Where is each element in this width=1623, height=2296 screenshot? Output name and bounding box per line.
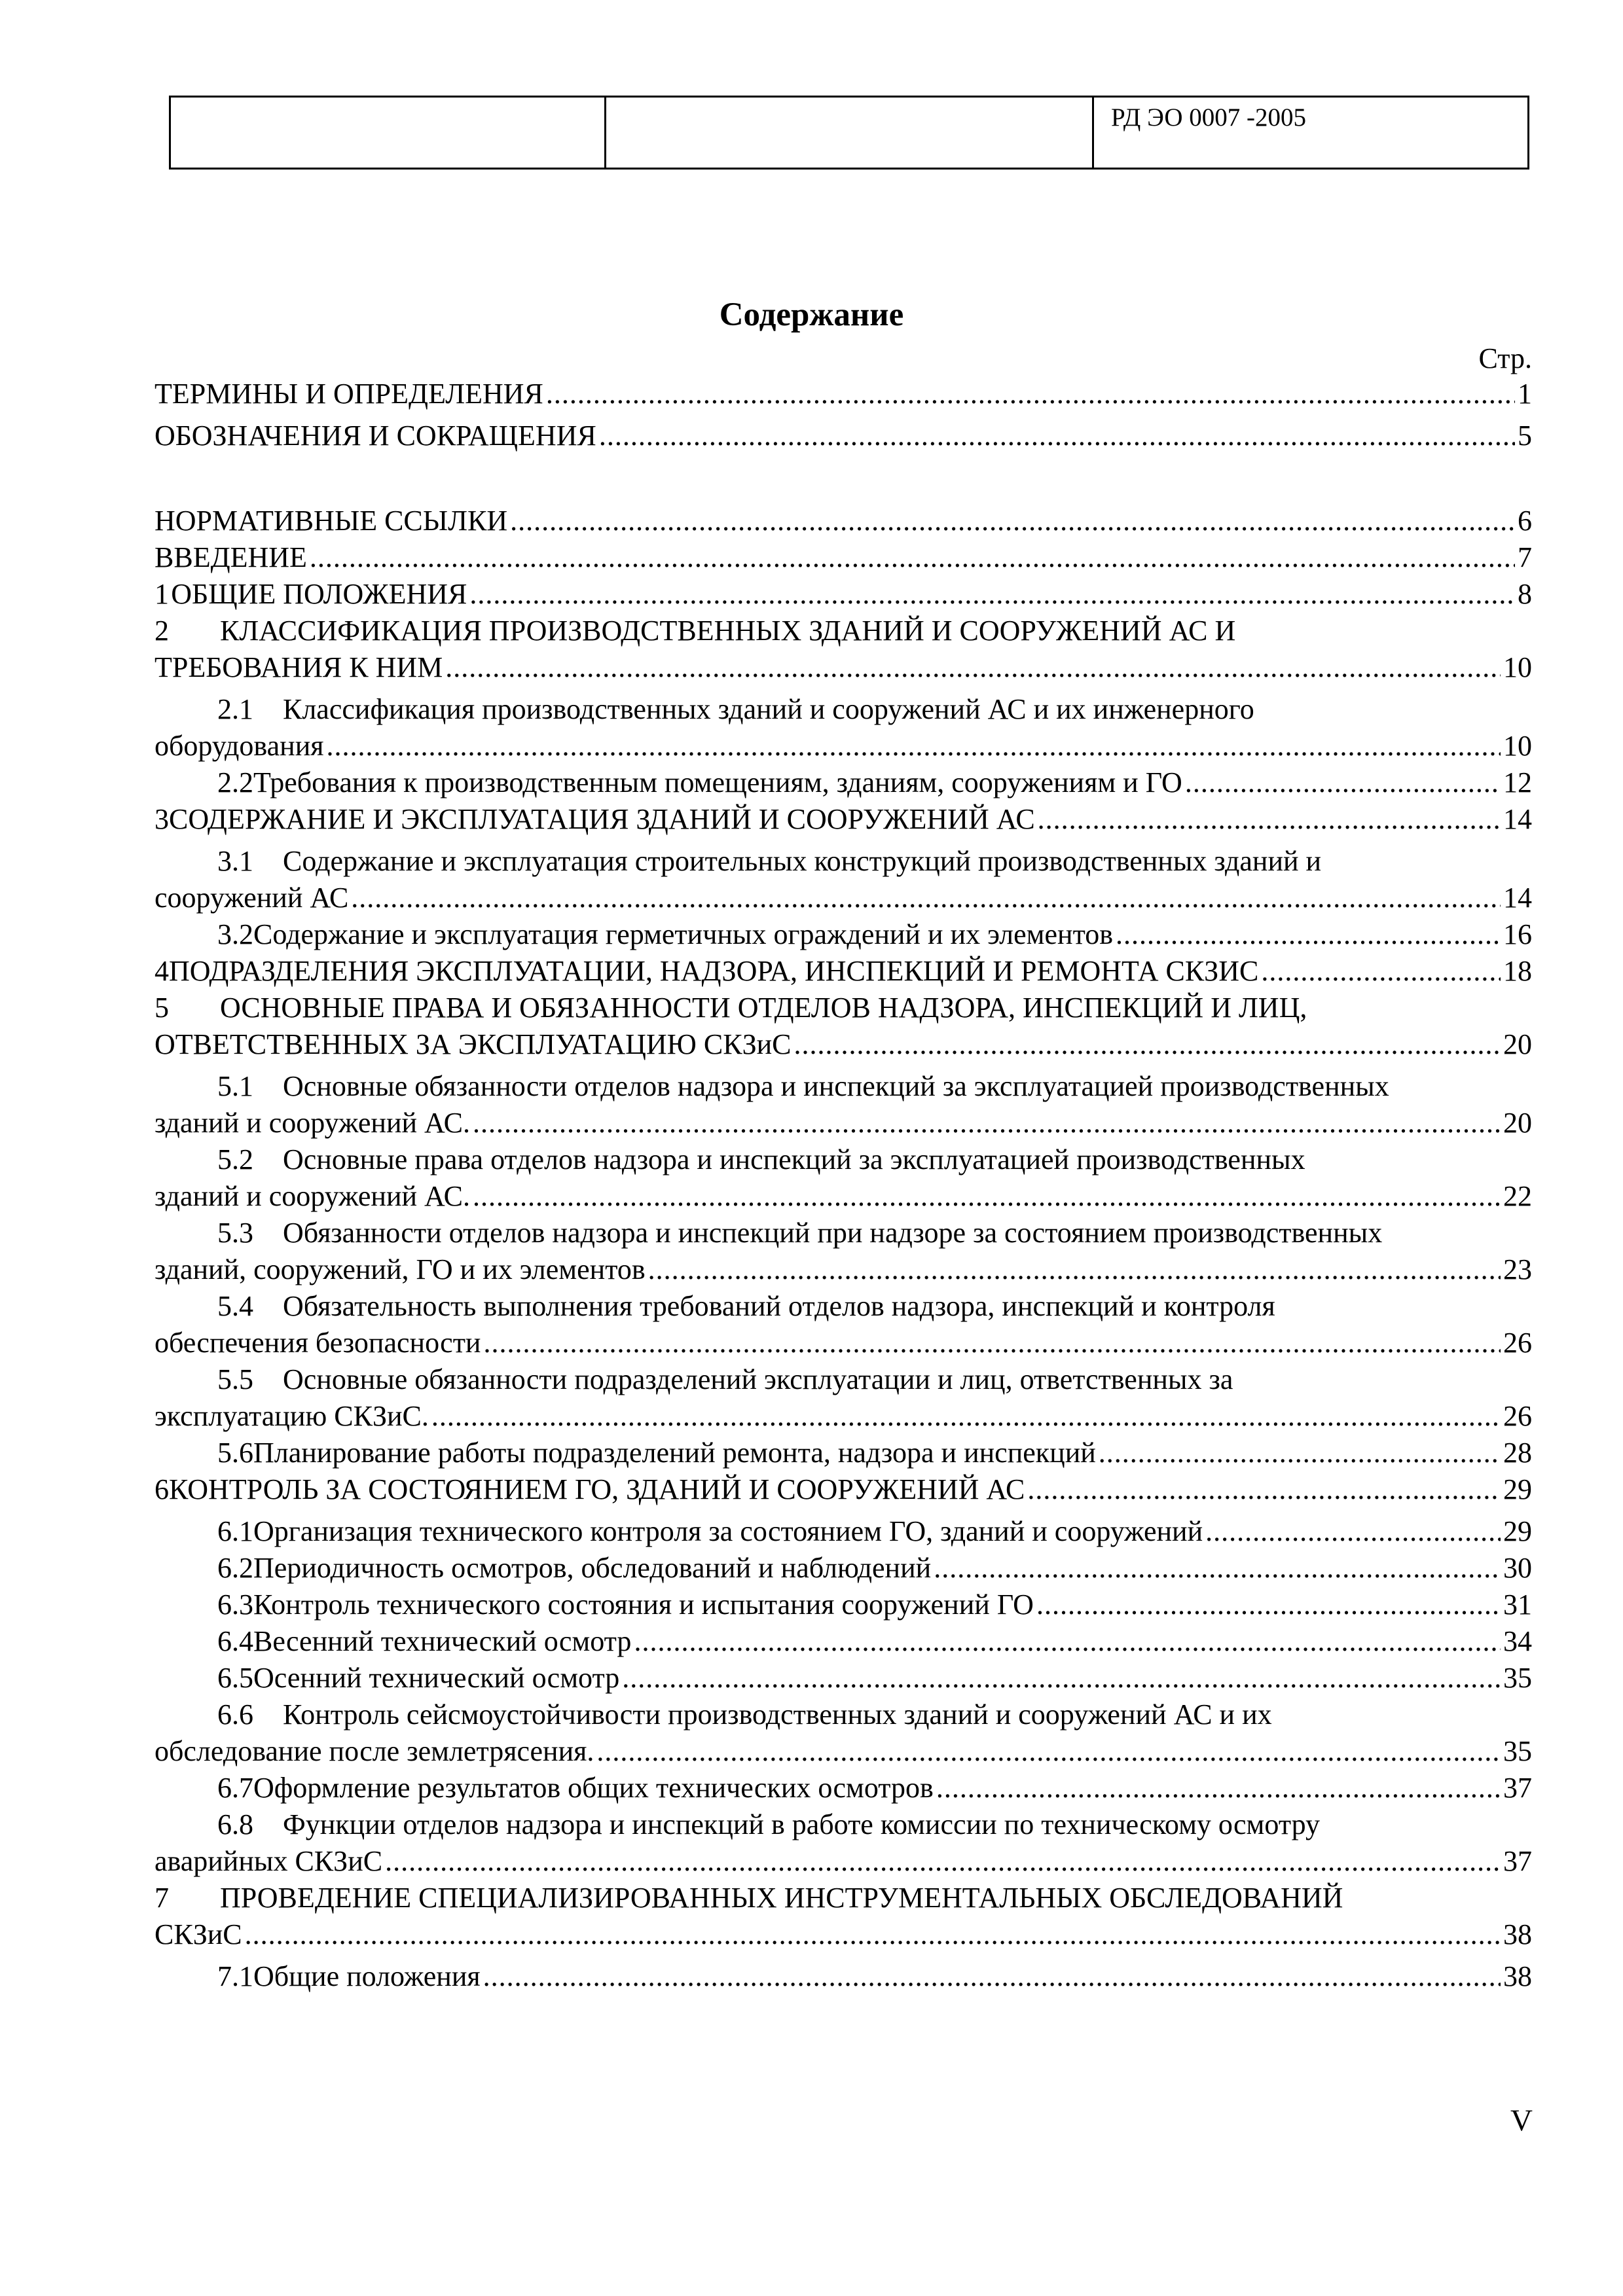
dot-leader [431, 1398, 1501, 1435]
section-number: 6.7 [217, 1772, 253, 1804]
header-cell-empty-2 [606, 97, 1093, 169]
toc-entry-title: Содержание и эксплуатация строительных конструкций производственных зданий и [283, 845, 1322, 877]
toc-entry-page: 8 [1518, 578, 1532, 610]
toc-entry-page: 14 [1503, 803, 1532, 835]
toc-entry-page: 37 [1503, 1772, 1532, 1804]
toc-entry[interactable] [155, 1660, 1532, 1696]
dot-leader [794, 1026, 1501, 1063]
toc-entry-page: 26 [1503, 1327, 1532, 1359]
toc-entry-page: 7 [1518, 541, 1532, 573]
section-number: 6 [155, 1473, 169, 1505]
toc-entry-title: Основные права отделов надзора и инспекций за эксплуатацией производственных [283, 1143, 1305, 1175]
toc-entry[interactable] [155, 990, 1532, 1063]
toc-entry-title-cont: обследование после землетрясения. [155, 1735, 594, 1767]
toc-entry[interactable] [155, 1696, 1532, 1770]
toc-entry[interactable] [155, 418, 1532, 454]
toc-entry-title: Весенний технический осмотр [253, 1625, 632, 1657]
toc-entry-page: 38 [1503, 1960, 1532, 1992]
dot-leader [385, 1843, 1501, 1880]
dot-leader [596, 1733, 1501, 1770]
toc-entry-title: ТЕРМИНЫ И ОПРЕДЕЛЕНИЯ [155, 378, 543, 410]
toc-entry-page: 16 [1503, 918, 1532, 950]
section-number: 6.6 [217, 1698, 253, 1731]
toc-entry[interactable] [155, 539, 1532, 576]
toc-entry[interactable] [155, 1806, 1532, 1880]
toc-entry-title: ОБОЗНАЧЕНИЯ И СОКРАЩЕНИЯ [155, 420, 596, 452]
dot-leader [1185, 764, 1501, 801]
toc-entry[interactable] [155, 1471, 1532, 1508]
dot-leader [473, 1105, 1501, 1141]
toc-entry[interactable] [155, 764, 1532, 801]
toc-entry-title: Обязанности отделов надзора и инспекций при надзоре за состоянием производственных [283, 1217, 1383, 1249]
section-number: 6.2 [217, 1552, 253, 1584]
toc-entry-title: Оформление результатов общих технических осмотров [253, 1772, 934, 1804]
toc-entry-page: 23 [1503, 1253, 1532, 1285]
toc-entry-title-cont: зданий и сооружений АС. [155, 1107, 470, 1139]
toc-entry-title: ОБЩИЕ ПОЛОЖЕНИЯ [171, 578, 467, 610]
section-number: 6.4 [217, 1625, 253, 1657]
toc-entry-title: КОНТРОЛЬ ЗА СОСТОЯНИЕМ ГО, ЗДАНИЙ И СООРУЖЕНИЙ АС [169, 1473, 1025, 1505]
toc-entry[interactable] [155, 801, 1532, 838]
dot-leader [483, 1325, 1501, 1361]
section-number: 3.2 [217, 918, 253, 950]
toc-entry-page: 34 [1503, 1625, 1532, 1657]
toc-entry-page: 37 [1503, 1845, 1532, 1877]
toc-entry-page: 5 [1518, 420, 1532, 452]
dot-leader [473, 1178, 1501, 1215]
dot-leader [469, 576, 1515, 613]
dot-leader [483, 1958, 1501, 1995]
page-title: Содержание [719, 296, 904, 333]
toc-entry[interactable] [155, 503, 1532, 539]
dot-leader [245, 1916, 1501, 1953]
section-number: 5.5 [217, 1363, 253, 1395]
toc-entry[interactable] [155, 376, 1532, 412]
toc-entry-title: Общие положения [253, 1960, 481, 1992]
toc-entry-title: ОСНОВНЫЕ ПРАВА И ОБЯЗАННОСТИ ОТДЕЛОВ НАДЗОРА, ИНСПЕКЦИЙ И ЛИЦ, [220, 992, 1307, 1024]
toc-entry[interactable] [155, 1215, 1532, 1288]
section-number: 5.1 [217, 1070, 253, 1102]
toc-entry[interactable] [155, 1880, 1532, 1953]
section-number: 1 [155, 578, 169, 610]
toc-entry-page: 22 [1503, 1180, 1532, 1212]
header-cell-empty-1 [170, 97, 606, 169]
toc-entry[interactable] [155, 1770, 1532, 1806]
toc-entry-page: 14 [1503, 882, 1532, 914]
toc-entry-title: ВВЕДЕНИЕ [155, 541, 307, 573]
section-number: 2 [155, 615, 169, 647]
toc-entry-title: Осенний технический осмотр [253, 1662, 620, 1694]
toc-entry[interactable] [155, 691, 1532, 764]
toc-entry-page: 28 [1503, 1437, 1532, 1469]
toc-entry-page: 29 [1503, 1515, 1532, 1547]
dot-leader [1036, 1587, 1501, 1623]
dot-leader [1205, 1513, 1501, 1550]
toc-entry-page: 35 [1503, 1662, 1532, 1694]
toc-entry-page: 35 [1503, 1735, 1532, 1767]
spacer [155, 454, 1532, 503]
toc-entry-page: 29 [1503, 1473, 1532, 1505]
toc-entry[interactable] [155, 1550, 1532, 1587]
toc-entry[interactable] [155, 1361, 1532, 1435]
toc-entry-title: КЛАССИФИКАЦИЯ ПРОИЗВОДСТВЕННЫХ ЗДАНИЙ И СООРУЖЕНИЙ АС И [220, 615, 1236, 647]
toc-entry-title: Основные обязанности подразделений эксплуатации и лиц, ответственных за [283, 1363, 1233, 1395]
toc-entry[interactable] [155, 1141, 1532, 1215]
toc-entry-page: 20 [1503, 1107, 1532, 1139]
toc-entry[interactable] [155, 576, 1532, 613]
toc-entry-title: ПОДРАЗДЕЛЕНИЯ ЭКСПЛУАТАЦИИ, НАДЗОРА, ИНСПЕКЦИЙ И РЕМОНТА СКЗИС [169, 955, 1259, 987]
section-number: 5 [155, 992, 169, 1024]
toc-entry[interactable] [155, 1288, 1532, 1361]
toc-entry-title-cont: эксплуатацию СКЗиС. [155, 1400, 429, 1432]
page-column-label: Стр. [1478, 342, 1532, 374]
toc-entry[interactable] [155, 613, 1532, 686]
toc-entry-page: 31 [1503, 1588, 1532, 1621]
header-table [169, 96, 1529, 170]
toc-entry[interactable] [155, 1513, 1532, 1550]
section-number: 5.3 [217, 1217, 253, 1249]
section-number: 2.2 [217, 766, 253, 798]
dot-leader [326, 728, 1501, 764]
dot-leader [622, 1660, 1501, 1696]
dot-leader [634, 1623, 1501, 1660]
toc-entry-title: Функции отделов надзора и инспекций в работе комиссии по техническому осмотру [283, 1808, 1320, 1840]
section-number: 4 [155, 955, 169, 987]
dot-leader [1116, 916, 1501, 953]
page-number: V [1510, 2104, 1533, 2138]
toc-entry-page: 30 [1503, 1552, 1532, 1584]
dot-leader [445, 649, 1501, 686]
toc-entry-title: Организация технического контроля за состоянием ГО, зданий и сооружений [253, 1515, 1203, 1547]
section-number: 6.8 [217, 1808, 253, 1840]
dot-leader [351, 880, 1501, 916]
toc-entry-page: 18 [1503, 955, 1532, 987]
section-number: 2.1 [217, 693, 253, 725]
section-number: 5.4 [217, 1290, 253, 1322]
toc-entry-title: Периодичность осмотров, обследований и наблюдений [253, 1552, 932, 1584]
toc-entry[interactable] [155, 1587, 1532, 1623]
toc-entry[interactable] [155, 916, 1532, 953]
section-number: 3.1 [217, 845, 253, 877]
toc-entry-page: 10 [1503, 651, 1532, 683]
toc-entry-title: Классификация производственных зданий и сооружений АС и их инженерного [283, 693, 1254, 725]
toc-entry-title-cont: обеспечения безопасности [155, 1327, 481, 1359]
toc-entry-title-cont: аварийных СКЗиС [155, 1845, 383, 1877]
toc-entry-title: Контроль сейсмоустойчивости производственных зданий и сооружений АС и их [283, 1698, 1272, 1731]
toc-entry-title: Содержание и эксплуатация герметичных ограждений и их элементов [253, 918, 1113, 950]
toc-entry-title: Обязательность выполнения требований отделов надзора, инспекций и контроля [283, 1290, 1275, 1322]
dot-leader [546, 376, 1515, 412]
toc-entry-page: 1 [1518, 378, 1532, 410]
toc-entry-title: Основные обязанности отделов надзора и инспекций за эксплуатацией производственных [283, 1070, 1389, 1102]
dot-leader [1261, 953, 1501, 990]
dot-leader [310, 539, 1515, 576]
toc-entry-page: 26 [1503, 1400, 1532, 1432]
toc-entry-title: СОДЕРЖАНИЕ И ЭКСПЛУАТАЦИЯ ЗДАНИЙ И СООРУЖЕНИЙ АС [169, 803, 1035, 835]
toc-entry-title-cont: зданий и сооружений АС. [155, 1180, 470, 1212]
toc-entry-title: Контроль технического состояния и испытания сооружений ГО [253, 1588, 1034, 1621]
toc-entry[interactable] [155, 953, 1532, 990]
toc-entry-page: 38 [1503, 1918, 1532, 1950]
toc-entry-title-cont: оборудования [155, 730, 324, 762]
section-number: 6.5 [217, 1662, 253, 1694]
section-number: 5.6 [217, 1437, 253, 1469]
toc-entry[interactable] [155, 843, 1532, 916]
section-number: 5.2 [217, 1143, 253, 1175]
header-doc-code: РД ЭО 0007 -2005 [1093, 97, 1529, 169]
toc-entry[interactable] [155, 1623, 1532, 1660]
toc-entry-title-cont: ТРЕБОВАНИЯ К НИМ [155, 651, 443, 683]
toc-entry[interactable] [155, 1958, 1532, 1995]
dot-leader [510, 503, 1515, 539]
toc-entry-page: 6 [1518, 505, 1532, 537]
toc-entry-title-cont: СКЗиС [155, 1918, 242, 1950]
toc-entry-page: 12 [1503, 766, 1532, 798]
section-number: 3 [155, 803, 169, 835]
dot-leader [599, 418, 1515, 454]
dot-leader [936, 1770, 1501, 1806]
toc-entry-title: Планирование работы подразделений ремонта, надзора и инспекций [253, 1437, 1096, 1469]
section-number: 6.1 [217, 1515, 253, 1547]
toc-entry-title: ПРОВЕДЕНИЕ СПЕЦИАЛИЗИРОВАННЫХ ИНСТРУМЕНТАЛЬНЫХ ОБСЛЕДОВАНИЙ [220, 1882, 1343, 1914]
toc-entry-title: НОРМАТИВНЫЕ ССЫЛКИ [155, 505, 508, 537]
toc-entry[interactable] [155, 1068, 1532, 1141]
toc-entry[interactable] [155, 1435, 1532, 1471]
dot-leader [934, 1550, 1501, 1587]
dot-leader [1027, 1471, 1501, 1508]
dot-leader [648, 1251, 1501, 1288]
section-number: 7.1 [217, 1960, 253, 1992]
toc-entry-title-cont: сооружений АС [155, 882, 349, 914]
table-of-contents [155, 376, 1532, 1995]
toc-entry-page: 10 [1503, 730, 1532, 762]
section-number: 7 [155, 1882, 169, 1914]
toc-entry-title-cont: зданий, сооружений, ГО и их элементов [155, 1253, 646, 1285]
toc-entry-title: Требования к производственным помещениям, зданиям, сооружениям и ГО [253, 766, 1182, 798]
toc-entry-page: 20 [1503, 1028, 1532, 1060]
dot-leader [1099, 1435, 1501, 1471]
dot-leader [1038, 801, 1501, 838]
section-number: 6.3 [217, 1588, 253, 1621]
toc-entry-title-cont: ОТВЕТСТВЕННЫХ ЗА ЭКСПЛУАТАЦИЮ СКЗиС [155, 1028, 792, 1060]
